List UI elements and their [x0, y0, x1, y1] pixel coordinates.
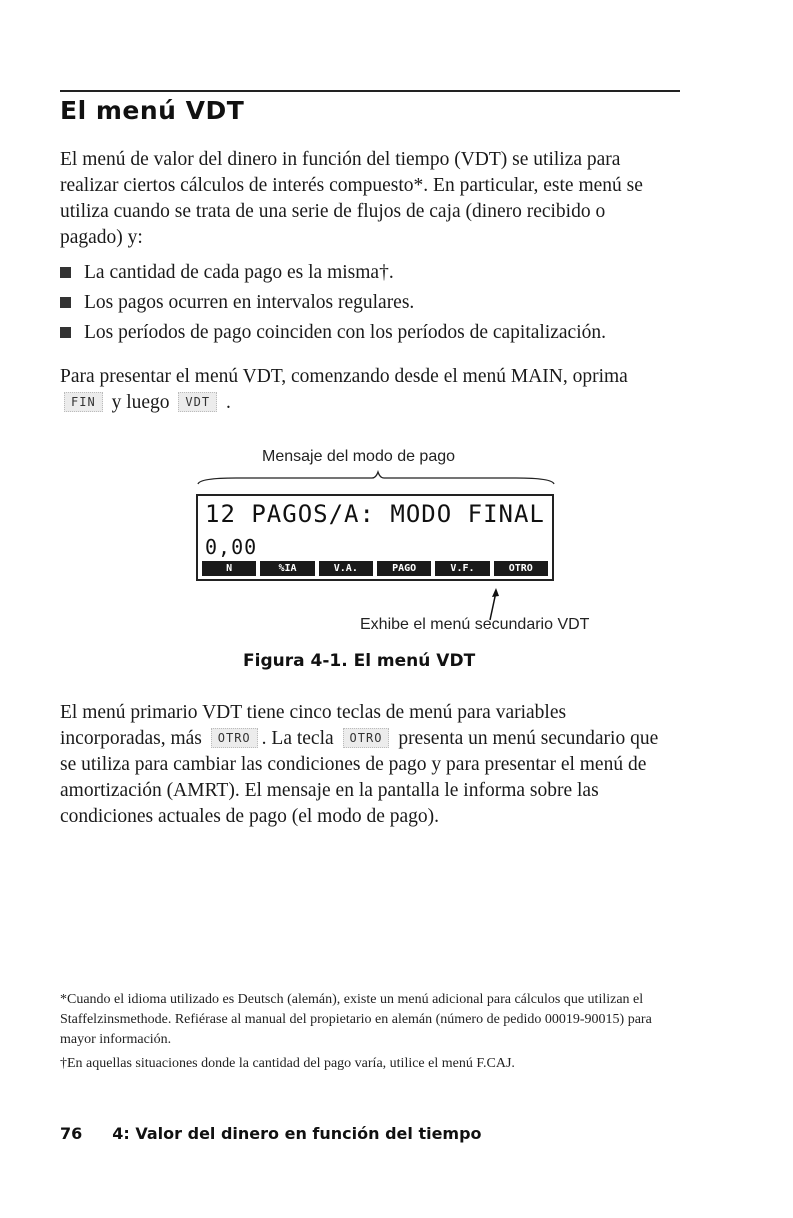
top-rule [60, 90, 680, 92]
footnote: †En aquellas situaciones donde la cantidad del pago varía, utilice el menú F.CAJ. [60, 1056, 515, 1071]
vdt-key: VDT [178, 392, 217, 412]
intro-paragraph: El menú de valor del dinero in función del tiempo (VDT) se utiliza para realizar ciertos cálculos de interés compuesto*. En particular, este menú se utiliza cuando se trata de una serie de flujos de caja (dinero recibido o pagado) y: [60, 149, 643, 248]
footnote: *Cuando el idioma utilizado es Deutsch (alemán), existe un menú adicional para cálculos que utilizan el Staffelzinsmethode. Refiérase al manual del propietario en alemán (número de pedido 00019-90015) para mayor información. [60, 992, 652, 1047]
payment-mode-caption: Mensaje del modo de pago [262, 448, 456, 465]
menu-softkeys [202, 561, 548, 576]
calculator-display [196, 494, 554, 581]
footnotes [60, 990, 680, 1078]
softkey-vf: V.F. [435, 561, 489, 576]
list-item [60, 288, 680, 318]
instruction-paragraph [60, 364, 670, 416]
bullet-text: La cantidad de cada pago es la misma†. [84, 262, 394, 283]
page-footer [60, 1124, 482, 1143]
instruction-text: . [225, 392, 231, 413]
list-item [60, 318, 680, 348]
instruction-text: Para presentar el menú VDT, comenzando desde el menú MAIN, oprima [60, 366, 628, 387]
paragraph-text: El menú primario VDT tiene cinco teclas de menú para variables incorporadas, más [60, 702, 567, 749]
conditions-list [60, 258, 680, 348]
paragraph-text: presenta un menú secundario que se utiliza para cambiar las condiciones de pago y para presentar el menú de amortización (AMRT). El mensaje en la pantalla le informa sobre las condiciones actuales de pago (el modo de pago). [60, 728, 659, 827]
softkey-pago: PAGO [377, 561, 431, 576]
section-heading: El menú VDT [60, 96, 245, 125]
display-message: 12 PAGOS/A: MODO FINAL [205, 500, 545, 528]
bullet-square-icon [60, 267, 71, 278]
fin-key: FIN [64, 392, 103, 412]
bullet-text: Los pagos ocurren en intervalos regulares. [84, 292, 415, 313]
softkey-otro: OTRO [494, 561, 548, 576]
secondary-menu-caption: Exhibe el menú secundario VDT [360, 616, 590, 633]
instruction-text: y luego [111, 392, 170, 413]
softkey-ia: %IA [260, 561, 314, 576]
display-value: 0,00 [205, 535, 258, 559]
bullet-square-icon [60, 327, 71, 338]
caption-brace [196, 470, 556, 486]
list-item [60, 258, 680, 288]
body-paragraph [60, 700, 670, 830]
page-number: 76 [60, 1124, 83, 1143]
softkey-n: N [202, 561, 256, 576]
otro-key: OTRO [211, 728, 258, 748]
softkey-va: V.A. [319, 561, 373, 576]
figure-title: Figura 4-1. El menú VDT [243, 651, 476, 671]
bullet-square-icon [60, 297, 71, 308]
paragraph-text: . La tecla [261, 728, 334, 749]
bullet-text: Los períodos de pago coinciden con los períodos de capitalización. [84, 322, 607, 343]
chapter-title: 4: Valor del dinero en función del tiempo [112, 1124, 482, 1143]
otro-key: OTRO [343, 728, 390, 748]
